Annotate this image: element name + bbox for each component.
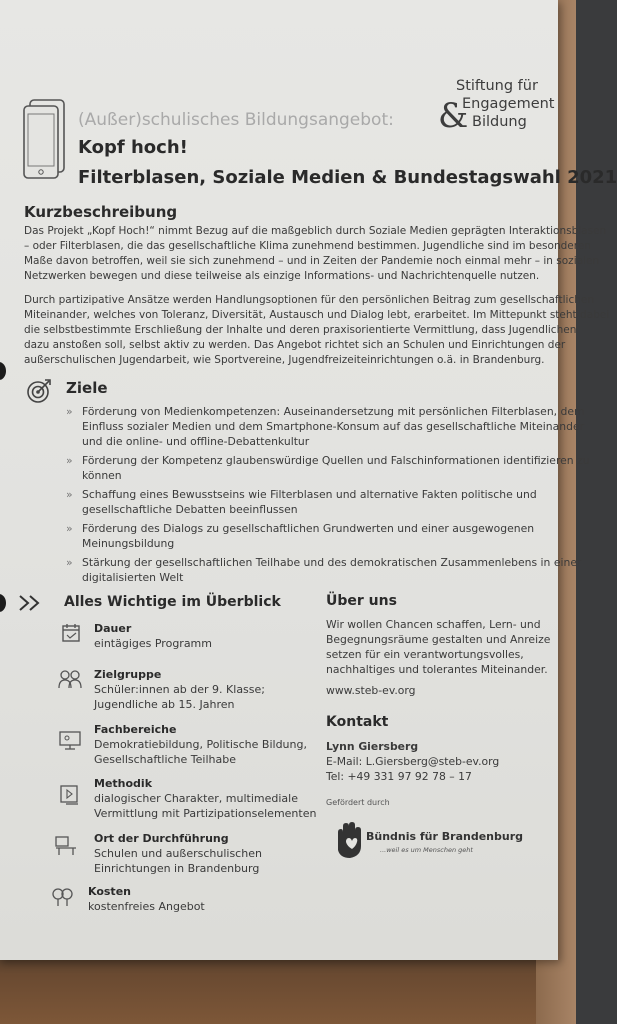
fact-zielgruppe [94, 667, 265, 712]
text-line: dazu anstoßen soll, selbst aktiv zu werden. Das Angebot richtet sich an Schulen und Einrichtungen der [24, 339, 566, 351]
contact-heading: Kontakt [326, 714, 389, 730]
sponsor-tagline: ...weil es um Menschen geht [380, 846, 473, 854]
logo-line3: Bildung [472, 114, 527, 130]
text-line: setzen für ein verantwortungsvolles, [326, 648, 524, 661]
classroom-icon [54, 834, 78, 856]
text-line: Maße davon betroffen, weil sie sich zunehmend – und in Zeiten der Pandemie noch einmal mehr – in sozialen [24, 255, 600, 267]
presentation-icon [58, 729, 82, 751]
fact-label: Methodik [94, 777, 153, 790]
text-line: Meinungsbildung [82, 537, 175, 550]
fact-dauer [94, 621, 212, 651]
list-item [66, 555, 582, 585]
fact-methodik [94, 776, 316, 821]
fact-label: Fachbereiche [94, 723, 177, 736]
text-line: Begegnungsräume gestalten und Anreize [326, 633, 551, 646]
fact-value: Schüler:innen ab der 9. Klasse; [94, 683, 265, 696]
text-line: gesellschaftliche Debatten beeinflussen [82, 503, 298, 516]
stiftung-logo [438, 78, 558, 148]
goals-list [66, 404, 590, 589]
text-line: » Schaffung eines Bewusstseins wie Filterblasen und alternative Fakten politische und [82, 488, 537, 501]
fact-value: kostenfreies Angebot [88, 900, 205, 913]
contact-email[interactable]: E-Mail: L.Giersberg@steb-ev.org [326, 755, 500, 768]
about-heading: Über uns [326, 593, 397, 609]
text-line: » Förderung des Dialogs zu gesellschaftlichen Grundwerten und einer ausgewogenen [82, 522, 535, 535]
sponsor-logo [332, 822, 524, 862]
website-link[interactable]: www.steb-ev.org [326, 684, 416, 697]
fact-value: Schulen und außerschulischen [94, 847, 262, 860]
text-line: Miteinander, welches von Toleranz, Diversität, Austausch und Dialog lebt, erarbeitet. Im Mittepunkt steht dabei [24, 309, 610, 321]
text-line: Netzwerken bewegen und diese teilweise als einzige Informations- und Nachrichtenquelle nutzen. [24, 270, 540, 282]
fact-kosten [88, 884, 205, 914]
fact-ort [94, 831, 262, 876]
contact-details [326, 739, 499, 784]
contact-phone: Tel: +49 331 97 92 78 – 17 [326, 770, 472, 783]
list-item [66, 521, 546, 551]
fact-value: Einrichtungen in Brandenburg [94, 862, 260, 875]
subtitle: (Außer)schulisches Bildungsangebot: [78, 110, 394, 130]
list-item [66, 487, 546, 517]
text-line: » Förderung von Medienkompetenzen: Auseinandersetzung mit persönlichen Filterblasen, dem [82, 405, 585, 418]
media-icon [58, 784, 82, 806]
text-line: – oder Filterblasen, die das gesellschaftliche Klima zunehmend bestimmen. Jugendliche sind im besonderen [24, 240, 591, 252]
hand-heart-icon [332, 822, 368, 860]
text-line: außerschulischen Jugendarbeit, wie Sportvereine, Jugendfreizeiteinrichtungen o.ä. in Brandenburg. [24, 354, 545, 366]
text-line: die selbstbestimmte Erschließung der Inhalte und deren praxisorientierte Vermittlung, dass Jugendlichen [24, 324, 577, 336]
funded-by-label: Gefördert durch [326, 798, 390, 807]
people-icon [58, 668, 82, 690]
fact-value: Vermittlung mit Partizipationselementen [94, 807, 317, 820]
description-paragraph-1 [24, 224, 607, 284]
text-line: Einfluss sozialer Medien und dem Smartphone-Konsum auf das gesellschaftliche Miteinander [82, 420, 585, 433]
kurzbeschreibung-heading: Kurzbeschreibung [24, 203, 178, 221]
text-line: können [82, 469, 122, 482]
fact-value: Jugendliche ab 15. Jahren [94, 698, 235, 711]
target-icon [26, 378, 52, 404]
logo-line1: Stiftung für [456, 78, 538, 94]
fact-value: Gesellschaftliche Teilhabe [94, 753, 236, 766]
text-line: » Stärkung der gesellschaftlichen Teilhabe und des demokratischen Zusammenlebens in einer [82, 556, 582, 569]
fact-value: Demokratiebildung, Politische Bildung, [94, 738, 307, 751]
fact-label: Zielgruppe [94, 668, 162, 681]
text-line: digitalisierten Welt [82, 571, 184, 584]
logo-ampersand: & [438, 96, 469, 136]
fact-fachbereiche [94, 722, 307, 767]
text-line: Das Projekt „Kopf Hoch!“ nimmt Bezug auf die maßgeblich durch Soziale Medien geprägten Interaktionsblasen [24, 225, 607, 237]
fact-label: Kosten [88, 885, 131, 898]
logo-line2: Engagement [462, 96, 555, 112]
smartphone-icon [22, 98, 68, 182]
page-title: Kopf hoch! [78, 137, 188, 158]
fact-value: dialogischer Charakter, multimediale [94, 792, 298, 805]
text-line: » Förderung der Kompetenz glaubenswürdige Quellen und Falschinformationen identifizieren zu [82, 454, 590, 467]
double-chevron-icon [18, 594, 44, 612]
text-line: Durch partizipative Ansätze werden Handlungsoptionen für den persönlichen Beitrag zum gesellschaftlichen [24, 294, 594, 306]
list-item [66, 453, 590, 483]
text-line: und die online- und offline-Debattenkultur [82, 435, 310, 448]
ziele-heading: Ziele [66, 379, 108, 397]
overview-heading: Alles Wichtige im Überblick [64, 594, 281, 610]
calendar-icon [60, 622, 84, 644]
list-item [66, 404, 585, 449]
fact-label: Dauer [94, 622, 132, 635]
fact-value: eintägiges Programm [94, 637, 212, 650]
about-text [326, 617, 550, 698]
sponsor-name: Bündnis für Brandenburg [366, 830, 524, 843]
lightbulb-icon [50, 886, 74, 908]
text-line: nachhaltiges und tolerantes Miteinander. [326, 663, 548, 676]
fact-label: Ort der Durchführung [94, 832, 229, 845]
contact-name: Lynn Giersberg [326, 740, 419, 753]
description-paragraph-2 [24, 293, 610, 368]
page-title-line2: Filterblasen, Soziale Medien & Bundestagswahl 2021 [78, 167, 617, 188]
text-line: Wir wollen Chancen schaffen, Lern- und [326, 618, 541, 631]
